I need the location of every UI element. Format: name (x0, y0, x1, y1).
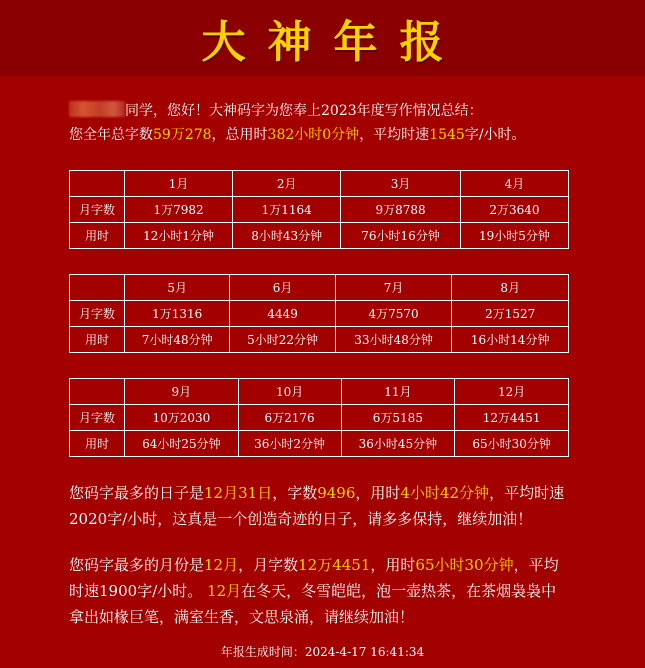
month-header: 9月 (125, 379, 239, 405)
best-month-paragraph: 您码字最多的月份是12月，月字数12万4451，用时65小时30分钟，平均时速1900字/小时。 12月在冬天，冬雪皑皑，泡一壶热茶，在茶烟袅袅中拿出如椽巨笔，满室生香，文思泉涌，请继续加油！ (69, 556, 559, 626)
table-row-months (70, 171, 569, 197)
header-banner (0, 0, 645, 76)
month-header: 3月 (341, 171, 461, 197)
row-label-time: 用时 (70, 431, 125, 457)
row-label-words: 月字数 (70, 405, 125, 431)
month-time: 36小时2分钟 (238, 431, 341, 457)
table-row-words (70, 405, 569, 431)
best-day-date: 12月31日 (204, 484, 273, 502)
best-month-words: 12万4451 (298, 556, 371, 574)
month-time: 7小时48分钟 (125, 327, 230, 353)
quarter-table-3 (69, 378, 569, 457)
month-header: 4月 (460, 171, 568, 197)
month-header: 6月 (230, 275, 335, 301)
month-words: 2万1527 (452, 301, 569, 327)
month-time: 8小时43分钟 (233, 223, 341, 249)
report-footer (0, 643, 645, 660)
month-time: 76小时16分钟 (341, 223, 461, 249)
month-time: 5小时22分钟 (230, 327, 335, 353)
intro-summary (69, 99, 629, 147)
row-label-time: 用时 (70, 223, 125, 249)
month-words: 4万7570 (335, 301, 452, 327)
month-words: 2万3640 (460, 197, 568, 223)
month-words: 1万7982 (125, 197, 233, 223)
row-label-words: 月字数 (70, 197, 125, 223)
table-row-time (70, 223, 569, 249)
month-words: 12万4451 (455, 405, 569, 431)
month-header: 10月 (238, 379, 341, 405)
month-words: 1万1164 (233, 197, 341, 223)
best-day-paragraph: 您码字最多的日子是12月31日，字数9496，用时4小时42分钟，平均时速2020字/小时，这真是一个创造奇迹的日子，请多多保持，继续加油！ (69, 484, 565, 528)
month-time: 64小时25分钟 (125, 431, 239, 457)
month-words: 1万1316 (125, 301, 230, 327)
total-words: 59万278 (153, 127, 212, 143)
month-time: 33小时48分钟 (335, 327, 452, 353)
month-words: 6万2176 (238, 405, 341, 431)
table-row-months (70, 379, 569, 405)
month-header: 1月 (125, 171, 233, 197)
redacted-username (69, 101, 125, 117)
row-label-time: 用时 (70, 327, 125, 353)
best-day-speed: 2020 (69, 510, 108, 528)
month-header: 11月 (341, 379, 455, 405)
intro-line-greeting: 同学，您好！大神码字为您奉上2023年度写作情况总结： (69, 99, 629, 123)
row-label-words: 月字数 (70, 301, 125, 327)
month-words: 9万8788 (341, 197, 461, 223)
month-words: 6万5185 (341, 405, 455, 431)
quarter-table-1 (69, 170, 569, 249)
best-month-time: 65小时30分钟 (415, 556, 514, 574)
table-row-words (70, 301, 569, 327)
month-time: 36小时45分钟 (341, 431, 455, 457)
total-time: 382小时0分钟 (267, 127, 360, 143)
generated-timestamp: 2024-4-17 16:41:34 (304, 645, 425, 659)
intro-line-totals: 您全年总字数59万278，总用时382小时0分钟，平均时速1545字/小时。 (69, 127, 526, 143)
quarter-table-2 (69, 274, 569, 353)
average-speed: 1545 (429, 127, 465, 143)
best-day-words: 9496 (317, 484, 356, 502)
best-month-name-repeat: 12月 (207, 582, 242, 600)
month-time: 65小时30分钟 (455, 431, 569, 457)
page-title: 大神年报 (201, 17, 466, 68)
table-row-months (70, 275, 569, 301)
month-words: 4449 (230, 301, 335, 327)
month-time: 12小时1分钟 (125, 223, 233, 249)
month-time: 16小时14分钟 (452, 327, 569, 353)
month-header: 8月 (452, 275, 569, 301)
table-row-time (70, 431, 569, 457)
month-words: 10万2030 (125, 405, 239, 431)
month-header: 2月 (233, 171, 341, 197)
best-day-time: 4小时42分钟 (400, 484, 490, 502)
best-month-speed: 1900 (99, 582, 138, 600)
month-header: 12月 (455, 379, 569, 405)
table-row-time (70, 327, 569, 353)
month-header: 7月 (335, 275, 452, 301)
month-time: 19小时5分钟 (460, 223, 568, 249)
best-month-name: 12月 (204, 556, 239, 574)
table-row-words (70, 197, 569, 223)
month-header: 5月 (125, 275, 230, 301)
footer-label: 年报生成时间： (220, 645, 305, 659)
